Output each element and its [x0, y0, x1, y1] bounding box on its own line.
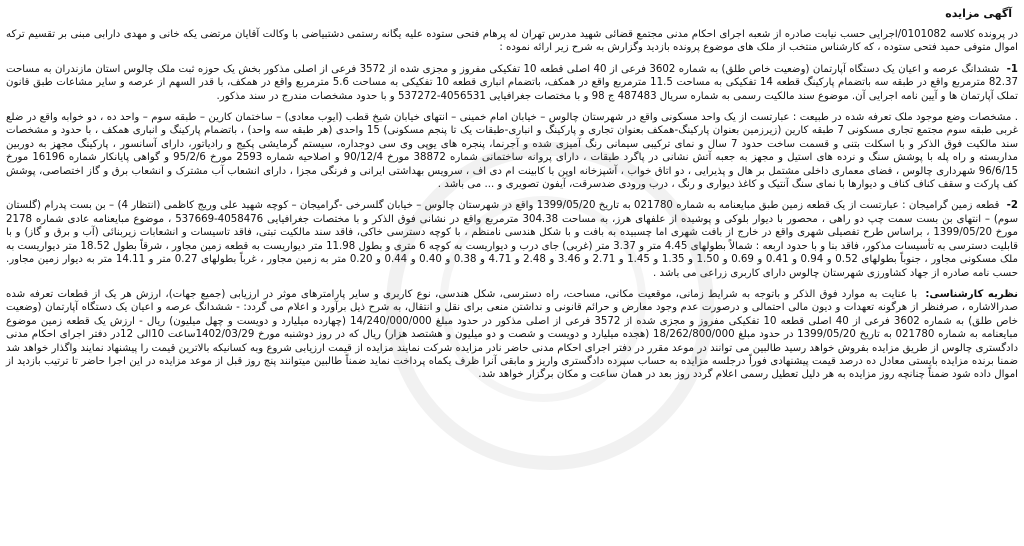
expert-opinion-text: با عنایت به موارد فوق الذکر و باتوجه به شرایط زمانی، موقعیت مکانی، مساحت، راه دسترسی، شکل هندسی، نوع کاربری و سایر پارامترهای موثر در ارزیابی (جمیع جهات)، ارزش هر یک از قطعات تعرفه شده صدرالاشاره ، صرفنظر از هرگونه تعهدات و دیون مالی احتمالی و درصورت عدم وجود معارض و حرائم قانونی و نداشتن منعی برای نقل و انتقال، به شرح ذیل برآورد و اعلام می گردد: - ششدانگ عرصه و اعیان یک دستگاه آپارتمان (وضعیت خاص طلق) به شماره 3602 فرعی از 40 اصلی قطعه 10 تفکیکی مفروز و مجزی شده از 3572 فرعی از اصلی مذکور در حدود مبلغ 14/240/000/000 (چهارده میلیارد و دویست و چهل میلیون) ریال - ارزش یک قطعه زمین موضوع مبایعنامه به شماره 021780 به تاریخ 1399/05/20 در حدود مبلغ 18/262/800/000 (هجده میلیارد و دویست و شصت و دو میلیون و هشتصد هزار) ریال که در روز دوشنبه مورخ 1402/03/29ساعت 10الی 12در دفتر اجرای احکام مدنی دادگستری چالوس از طریق مزایده بفروش خواهد رسید طالبین می توانند در موعد مقرر در دفتر اجرای احکام مدنی حاضر نادر مزایده شرکت نمایند مزایده از قیمت ارزیابی شروع وبه کسانیکه بالاترین قیمت را پیشنهاد نمایند واگذار خواهد شد ضمنا برنده مزایده بایستی معادل ده درصد قیمت پیشنهادی فوراً درجلسه مزایده به حساب سپرده دادگستری واریز و مابقی آنرا ظرف یکماه پرداخت نماید ضمناً طالبین میتوانند پنج روز قبل از موعد مزایده در این اجرا حاضر تا ترتیب بازدید از اموال داده شود ضمناً چنانچه روز مزایده به هر دلیل تعطیل رسمی اعلام گردد روز بعد در همان ساعت و مکان برگزار خواهد شد.	[6, 288, 1018, 381]
item-2-text: قطعه زمین گرامیجان : عبارتست از یک قطعه زمین طبق مبایعنامه به شماره 021780 به تاریخ 1399/05/20 واقع در شهرستان چالوس – خیابان گلسرخی -گرامیجان – کوچه شهید علی وریج کاظمی (انتظار 4) – بن بست پدرام (گلستان سوم) – انتهای بن بست سمت چپ دو راهی ، محصور با دیوار بلوکی و پوشیده از علفهای هرز، به مساحت 304.38 مترمربع واقع در نشانی فوق الذکر و با مختصات جغرافیایی 4058476-537669 ، موضوع مبایعنامه عادی شماره 2178 مورخ 1399/05/20 ، براساس طرح تفصیلی شهری واقع در خارج از بافت شهری اما چسبیده به بافت و با شکل هندسی نامنظم ، با کوچه دسترسی خاکی، فاقد سند مالکیت تبتی، فاقد تاسیسات و انشعابات زیربنائی (آب و برق و گاز) و با قابلیت دسترسی به تأسیسات مذکور، فاقد بنا و با حدود اربعه : شمالاً بطولهای 4.45 متر و 3.37 متر (غربی) جای درب و دیواریست به کوچه 6 متری و بطول 11.98 متر دیواریست به قطعه زمین مجاور ، شرقاً بطول 18.52 متر دیواریست به ملک مسکونی مجاور ، جنوباً بطولهای 0.52 و 0.94 و 0.41 و 0.69 و 1.50 و 1.35 و 1.45 و 2.71 و 3.46 و 2.48 و 4.71 و 0.38 و 0.40 و 0.44 و 0.20 متر به زمین مجاور ، غرباً بطولهای 0.27 متر و 14.11 متر به دیوار زمین مجاور. حسب نامه صادره از جهاد کشاورزی شهرستان چالوس دارای کاربری زراعی می باشد .	[6, 200, 1018, 279]
item-1-number: 1-	[1006, 63, 1018, 75]
notice-title: آگهی مزایده	[945, 7, 1012, 20]
item-1	[6, 63, 1018, 103]
item-2-number: 2-	[1006, 200, 1018, 212]
intro-paragraph: در پرونده کلاسه 0101082/اجرایی حسب نیابت صادره از شعبه اجرای احکام مدنی مجتمع قضائی شهید مدرس تهران له پرهام فتحی ستوده علیه یگانه رستمی دشتبیاضی با وکالت آقایان مرتضی یکه خانی و مهدی دارابی مبنی بر تقسیم ترکه اموال متوفی حمید فتحی ستوده ، که کارشناس منتخب از ملک های موضوع پرونده بازدید وگزارش به شرح زیر ارائه نموده :	[6, 29, 1018, 54]
auction-notice	[6, 2, 1018, 544]
expert-opinion	[6, 288, 1018, 382]
existing-status-paragraph: . مشخصات وضع موجود ملک تعرفه شده در طبیعت : عبارتست از یک واحد مسکونی واقع در شهرستان چالوس – خیابان امام خمینی – انتهای خیابان شیخ قطب (ایوب معادی) – ساختمان کارین – طبقه سوم – واحد ده ، دو خوابه واقع در ضلع غربی طبقه سوم مجتمع تجاری مسکونی 7 طبقه کارین (زیرزمین بعنوان پارکینگ-همکف بعنوان تجاری و پارکینگ و انباری-طبقات یک تا پنجم مسکونی) 15 واحدی (هر طبقه سه واحد) ، باتضمام پارکینگ و انباری همکف ، با حدود و مشخصات سند مالکیت فوق الذکر و با اسکلت بتنی و قسمت ساخت حدود 7 سال و نمای ترکیبی سیمانی رنگ آمیزی شده و آجرنما، پنجره های یوپی وی سی دوجداره، سیستم گرمایشی پکیج و رادیاتور، دارای آسانسور ، پارکینگ مجهز به دوربین مداربسته و راه پله با پوشش سنگ و نرده های استیل و مجهز به جعبه آتش نشانی در پاگرد طبقات ، دارای پروانه ساختمانی شماره 38872 مورخ 90/12/4 و اصلاحیه شماره 2593 مورخ 95/2/6 و گواهی پایانکار شماره 16196 مورخ 96/6/15 شهرداری چالوس ، فضای معماری داخلی مشتمل بر هال و پذیرایی ، دو اتاق خواب ، آشپزخانه اوپن با کابینت ام دی اف ، سرویس بهداشتی ایرانی و فرنگی مجزا ، دارای انشعاب آب مشترک و انشعاب برق و گاز اختصاصی، پوشش کف پارکت و سقف کناف کناف و دیوارها با نمای سنگ آنتیک و کاغذ دیواری و رنگ ، درب ورودی ضدسرقت، آیفون تصویری و ... می باشد .	[6, 112, 1019, 191]
item-1-text: ششدانگ عرصه و اعیان یک دستگاه آپارتمان (وضعیت خاص طلق) به شماره 3602 فرعی از 40 اصلی قطعه 10 تفکیکی مفروز و مجزی شده از 3572 فرعی از اصلی مذکور بخش یک حوزه ثبت ملک چالوس استان مازندران به مساحت 82.37 مترمربع واقع در طبقه سه باتضمام پارکینگ قطعه 14 تفکیکی به مساحت 11.5 مترمربع واقع در همکف، باتضمام انباری قطعه 10 تفکیکی به مساحت 5.6 مترمربع واقع در همکف، با قدر السهم از عرصه و سایر مشاعات طبق قانون تملک آپارتمان ها و آیین نامه اجرایی آن. موضوع سند مالکیت رسمی به شماره سریال 487483 ج 98 و با مختصات جغرافیایی 4056531-537272 و با حدود مشخصات مندرج در سند مذکور.	[6, 63, 1018, 102]
item-2	[6, 199, 1018, 279]
expert-opinion-heading: نظریه کارشناسی:	[925, 288, 1018, 300]
